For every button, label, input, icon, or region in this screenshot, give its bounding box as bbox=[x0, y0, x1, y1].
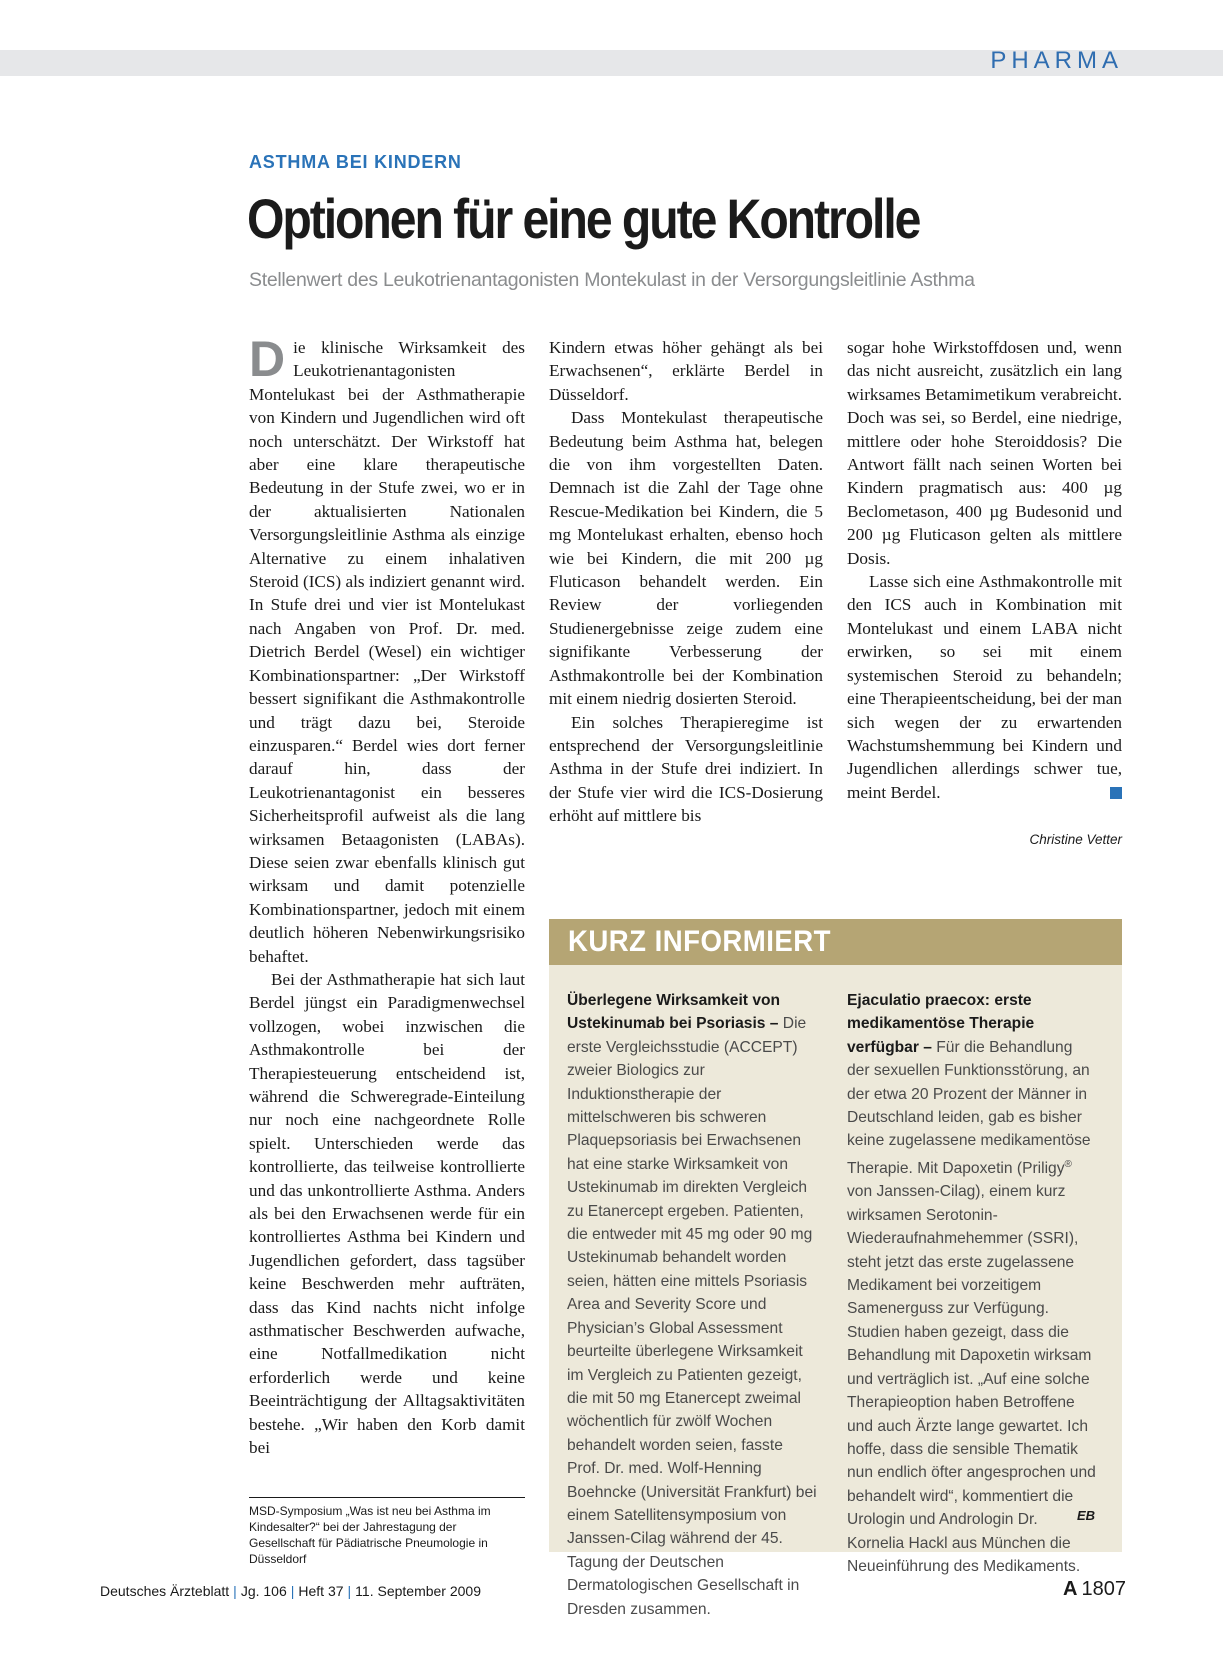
item-lead: Überlegene Wirksamkeit von Ustekinumab bei Psoriasis – bbox=[567, 992, 781, 1033]
box-title: KURZ INFORMIERT bbox=[568, 925, 831, 958]
paragraph bbox=[847, 570, 1122, 804]
box-header bbox=[549, 919, 1122, 965]
footer-separator: | bbox=[233, 1583, 237, 1599]
page-number-value: 1807 bbox=[1081, 1578, 1126, 1600]
article-column-3 bbox=[847, 336, 1122, 804]
page-footer bbox=[100, 1583, 481, 1599]
journal-volume: Jg. 106 bbox=[240, 1583, 287, 1599]
paragraph bbox=[249, 331, 525, 968]
paragraph-text: Lasse sich eine Asthmakontrolle mit den ICS auch in Kombination mit Montelukast und einem LABA nicht erwirken, so sei mit einem systemischen Steroid zu behandeln; eine Therapieentscheidung, bei der man sich wegen der zu erwartenden Wachstumshemmung bei Kindern und Jugendlichen allerdings schwer tue, meint Berdel. bbox=[847, 572, 1122, 802]
box-signature: EB bbox=[1077, 1508, 1096, 1523]
item-text: Für die Behandlung der sexuellen Funktionsstörung, an der etwa 20 Prozent der Männer in Deutschland leiden, gab es bisher keine zugelassene medikamentöse Therapie. Mit Dapoxetin (Priligy bbox=[847, 1038, 1091, 1178]
paragraph: Bei der Asthmatherapie hat sich laut Berdel jüngst ein Paradigmenwechsel vollzogen, wobei inzwischen die Asthmakontrolle bei der Therapiesteuerung entscheidend ist, während die Schweregrade-Einteilung nur noch eine nachgeordnete Rolle spielt. Unterschieden werde das kontrollierte, das teilweise kontrollierte und das unkontrollierte Asthma. Anders als bei den Erwachsenen werde für ein kontrolliertes Asthma bei Kindern und Jugendlichen gefordert, dass tagsüber keine Beschwerden mehr aufträten, dass das Kind nachts nicht infolge asthmatischer Beschwerden aufwache, eine Notfallmedikation nicht erforderlich werde und keine Beeinträchtigung der Alltagsaktivitäten bestehe. „Wir haben den Korb damit bei bbox=[249, 969, 525, 1458]
drop-cap: D bbox=[249, 331, 286, 387]
paragraph: Kindern etwas höher gehängt als bei Erwachsenen“, erklärte Berdel in Düsseldorf. bbox=[549, 338, 823, 404]
footer-separator: | bbox=[347, 1583, 352, 1599]
article-column-2 bbox=[549, 336, 823, 828]
footer-separator: | bbox=[290, 1583, 295, 1599]
article-subtitle: Stellenwert des Leukotrienantagonisten Montekulast in der Versorgungsleitlinie Asthma bbox=[249, 269, 975, 291]
paragraph: Dass Montekulast therapeutische Bedeutung beim Asthma hat, belegen die von ihm vorgestellten Daten. Demnach ist die Zahl der Tage ohne Rescue-Medikation bei Kindern, die 5 mg Montelukast erhalten, ebenso hoch wie bei Kindern, die mit 200 µg Fluticason behandelt werden. Ein Review der vorliegenden Studienergebnisse zeige zudem eine signifikante Verbesserung der Asthmakontrolle bei der Kombination mit einem niedrig dosierten Steroid. bbox=[549, 408, 823, 709]
registered-mark: ® bbox=[1064, 1158, 1072, 1170]
article-kicker: ASTHMA BEI KINDERN bbox=[249, 152, 462, 172]
item-lead: Ejaculatio praecox: erste medikamentöse Therapie verfügbar – bbox=[847, 992, 1035, 1056]
box-item-dapoxetin bbox=[847, 989, 1097, 1578]
paragraph: Ein solches Therapieregime ist entsprechend der Versorgungsleitlinie Asthma in der Stufe drei indiziert. In der Stufe vier wird die ICS-Dosierung erhöht auf mittlere bis bbox=[549, 712, 823, 826]
footnote-divider bbox=[249, 1497, 525, 1498]
article-author: Christine Vetter bbox=[1029, 832, 1122, 847]
section-label: PHARMA bbox=[990, 47, 1123, 74]
journal-issue: Heft 37 bbox=[298, 1583, 344, 1599]
paragraph: sogar hohe Wirkstoffdosen und, wenn das nicht ausreicht, zusätzlich ein lang wirksames Betamimetikum verabreicht. Doch was sei, so Berdel, eine niedrige, mittlere oder hohe Steroiddosis? Die Antwort fällt nach seinen Worten bei Kindern pragmatisch aus: 400 µg Beclometason, 400 µg Budesonid und 200 µg Fluticason gelten als mittlere Dosis. bbox=[847, 338, 1122, 568]
paragraph-text: ie klinische Wirksamkeit des Leukotrienantagonisten Montelukast bei der Asthmatherapie von Kindern und Jugendlichen wird oft noch unterschätzt. Der Wirkstoff hat aber eine klare therapeutische Bedeutung in der Stufe zwei, wo er in der aktualisierten Nationalen Versorgungsleitlinie Asthma als einzige Alternative zu einem inhalativen Steroid (ICS) als indiziert genannt wird. In Stufe drei und vier ist Montelukast nach Angaben von Prof. Dr. med. Dietrich Berdel (Wesel) ein wichtiger Kombinationspartner: „Der Wirkstoff bessert signifikant die Asthmakontrolle und trägt dazu bei, Steroide einzusparen.“ Berdel wies dort ferner darauf hin, dass der Leukotrienantagonist ein besseres Sicherheitsprofil aufweist als die lang wirksamen Betaagonisten (LABAs). Diese seien zwar ebenfalls klinisch gut wirksam und damit potenzielle Kombinationspartner, jedoch mit einem deutlich höheren Nebenwirkungsrisiko behaftet. bbox=[249, 338, 525, 966]
journal-date: 11. September 2009 bbox=[355, 1583, 482, 1599]
item-text: von Janssen-Cilag), einem kurz wirksamen Serotonin-Wiederaufnahmehemmer (SSRI), steht jetzt das erste zugelassene Medikament bei vorzeitigem Samenerguss zur Verfügung. Studien haben gezeigt, dass die Behandlung mit Dapoxetin wirksam und verträglich ist. „Auf eine solche Therapieoption haben Betroffene und auch Ärzte lange gewartet. Ich hoffe, dass die sensible Thematik nun endlich öfter angesprochen und behandelt wird“, kommentiert die Urologin und Andrologin Dr. Kornelia Hackl aus München die Neueinführung des Medikaments. bbox=[847, 1183, 1096, 1575]
end-mark-icon bbox=[1110, 787, 1122, 799]
article-column-1 bbox=[249, 331, 525, 1460]
article-footnote: MSD-Symposium „Was ist neu bei Asthma im Kindesalter?“ bei der Jahrestagung der Gesellschaft für Pädiatrische Pneumologie in Düsseldorf bbox=[249, 1504, 491, 1566]
item-text: Die erste Vergleichsstudie (ACCEPT) zweier Biologics zur Induktionstherapie der mittelschweren bis schweren Plaquepsoriasis bei Erwachsenen hat eine starke Wirksamkeit von Ustekinumab im direkten Vergleich zu Etanercept ergeben. Patienten, die entweder mit 45 mg oder 90 mg Ustekinumab behandelt worden seien, hätten eine mittels Psoriasis Area and Severity Score und Physician’s Global Assessment beurteilte überlegene Wirksamkeit im Vergleich zu Patienten gezeigt, die mit 50 mg Etanercept zweimal wöchentlich für zwölf Wochen behandelt worden seien, fasste Prof. Dr. med. Wolf-Henning Boehncke (Universität Frankfurt) bei einem Satellitensymposium von Janssen-Cilag während der 45. Tagung der Deutschen Dermatologischen Gesellschaft in Dresden zusammen. bbox=[567, 1015, 817, 1618]
article-title: Optionen für eine gute Kontrolle bbox=[247, 187, 920, 250]
journal-name: Deutsches Ärzteblatt bbox=[100, 1583, 230, 1599]
page-number bbox=[1063, 1578, 1126, 1601]
page-prefix: A bbox=[1063, 1578, 1078, 1600]
box-item-ustekinumab bbox=[567, 989, 817, 1621]
